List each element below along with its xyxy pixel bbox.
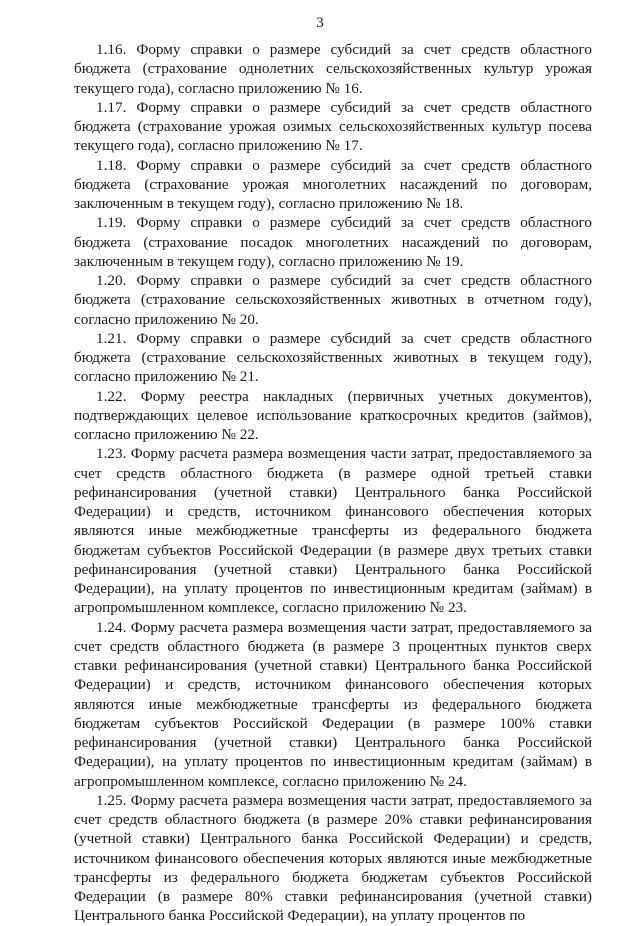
paragraph-1-16: 1.16. Форму справки о размере субсидий за счет средств областного бюджета (страхование однолетних сельскохозяйственных культур урожая текущего года), согласно приложению № 16. xyxy=(74,41,592,97)
paragraph-1-22: 1.22. Форму реестра накладных (первичных учетных документов), подтверждающих целевое использование краткосрочных кредитов (займов), согласно приложению № 22. xyxy=(74,387,592,443)
paragraph-1-19: 1.19. Форму справки о размере субсидий за счет средств областного бюджета (страхование посадок многолетних насаждений по договорам, заключенным в текущем году), согласно приложению № 19. xyxy=(74,214,592,270)
paragraph-1-20: 1.20. Форму справки о размере субсидий за счет средств областного бюджета (страхование сельскохозяйственных животных в отчетном году), согласно приложению № 20. xyxy=(74,272,592,328)
paragraph-1-24: 1.24. Форму расчета размера возмещения части затрат, предоставляемого за счет средств областного бюджета (в размере 3 процентных пунктов сверх ставки рефинансирования (учетной ставки) Центрального банка Российской Федерации) и средств, источником финансового обеспечения которых являются иные межбюджетные трансферты из федерального бюджета бюджетам субъектов Российской Федерации (в размере 100% ставки рефинансирования (учетной ставки) Центрального банка Российской Федерации), на уплату процентов по инвестиционным кредитам (займам) в агропромышленном комплексе, согласно приложению № 24. xyxy=(74,618,592,790)
paragraph-1-25: 1.25. Форму расчета размера возмещения части затрат, предоставляемого за счет средств областного бюджета (в размере 20% ставки рефинансирования (учетной ставки) Центрального банка Российской Федерации) и средств, источником финансового обеспечения которых являются иные межбюджетные трансферты из федерального бюджета бюджетам субъектов Российской Федерации (в размере 80% ставки рефинансирования (учетной ставки) Центрального банка Российской Федерации), на уплату процентов по xyxy=(74,791,592,925)
paragraph-1-23: 1.23. Форму расчета размера возмещения части затрат, предоставляемого за счет средств областного бюджета (в размере одной третьей ставки рефинансирования (учетной ставки) Центрального банка Российской Федерации) и средств, источником финансового обеспечения которых являются иные межбюджетные трансферты из федерального бюджета бюджетам субъектов Российской Федерации (в размере двух третьих ставки рефинансирования (учетной ставки) Центрального банка Российской Федерации), на уплату процентов по инвестиционным кредитам (займам) в агропромышленном комплексе, согласно приложению № 23. xyxy=(74,445,592,617)
document-body xyxy=(74,40,592,926)
page-number: 3 xyxy=(316,15,324,31)
paragraph-1-21: 1.21. Форму справки о размере субсидий за счет средств областного бюджета (страхование сельскохозяйственных животных в текущем году), согласно приложению № 21. xyxy=(74,329,592,386)
paragraph-1-17: 1.17. Форму справки о размере субсидий за счет средств областного бюджета (страхование урожая озимых сельскохозяйственных культур посева текущего года), согласно приложению № 17. xyxy=(74,98,592,155)
paragraph-1-18: 1.18. Форму справки о размере субсидий за счет средств областного бюджета (страхование урожая многолетних насаждений по договорам, заключенным в текущем году), согласно приложению № 18. xyxy=(74,156,592,212)
